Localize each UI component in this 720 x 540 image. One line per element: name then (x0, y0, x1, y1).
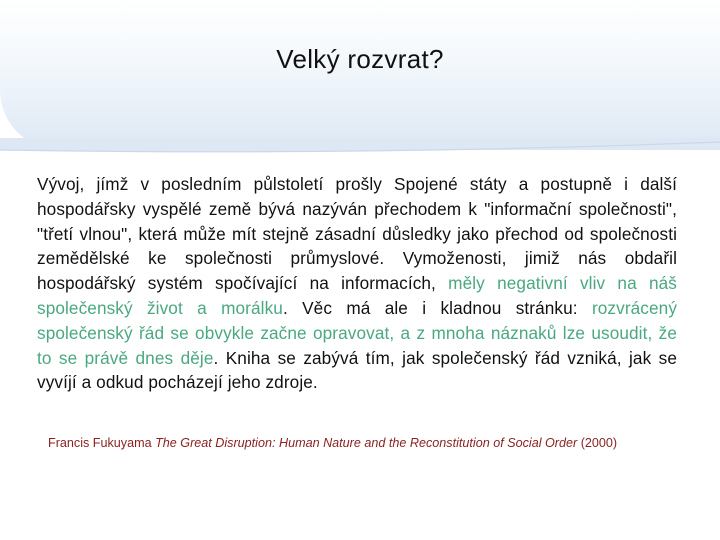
header-divider (0, 138, 720, 158)
paragraph-text: Vývoj, jímž v posledním půlstoletí prošly Spojené státy a postupně i další hospodářsky vyspělé země bývá nazýván přechodem k "informační společnosti", "třetí vlnou", která může mít stejně zásadní důsledky jako přechod od společnosti zemědělské ke společnosti průmyslové. Vymoženosti, jimiž nás obdařil hospodářský systém spočívající na informacích, (37, 174, 677, 294)
citation-author: Francis Fukuyama (48, 436, 152, 450)
citation-year: (2000) (580, 436, 618, 450)
paragraph-text: . Věc má ale i kladnou stránku: (282, 297, 592, 318)
citation (48, 436, 698, 450)
body-paragraph (37, 172, 677, 395)
slide-title: Velký rozvrat? (276, 44, 444, 74)
citation-book-title: The Great Disruption: Human Nature and the Reconstitution of Social Order (155, 436, 578, 450)
paragraph-text: . Kniha se zabývá tím, jak společenský řád vzniká, jak se vyvíjí a odkud pocházejí jeho zdroje. (37, 347, 678, 393)
highlighted-text: rozvrácený společenský řád se obvykle začne opravovat, a z mnoha náznaků lze usoudit, že to se právě dnes děje (37, 297, 678, 368)
header-band (0, 0, 720, 150)
highlighted-text: měly negativní vliv na náš společenský život a morálku (37, 273, 677, 318)
